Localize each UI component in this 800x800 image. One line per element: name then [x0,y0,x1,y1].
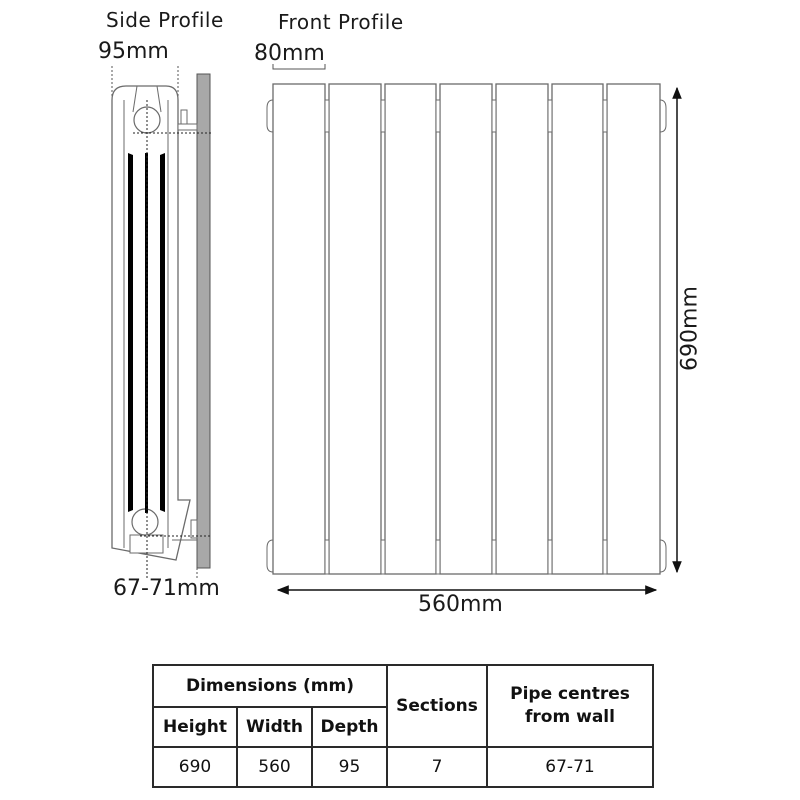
side-profile-title: Side Profile [106,8,224,32]
overall-height-label: 690mm [677,286,703,371]
depth-label: 95mm [98,39,169,64]
overall-width-label: 560mm [418,592,503,617]
height-value: 690 [153,747,237,787]
depth-value: 95 [312,747,387,787]
specification-table [152,664,654,788]
pipe-centres-header: Pipe centres from wall [487,665,653,747]
height-header: Height [153,707,237,747]
pipe-centres-label: 67-71mm [113,576,220,601]
front-profile-drawing [267,64,677,590]
table-row [153,747,653,787]
sections-header: Sections [387,665,487,747]
sections-value: 7 [387,747,487,787]
front-profile-title: Front Profile [278,10,404,34]
depth-header: Depth [312,707,387,747]
pipe-centres-value: 67-71 [487,747,653,787]
width-value: 560 [237,747,312,787]
width-header: Width [237,707,312,747]
dimensions-group-header: Dimensions (mm) [153,665,387,707]
section-width-label: 80mm [254,41,325,66]
side-profile-drawing [112,66,212,580]
